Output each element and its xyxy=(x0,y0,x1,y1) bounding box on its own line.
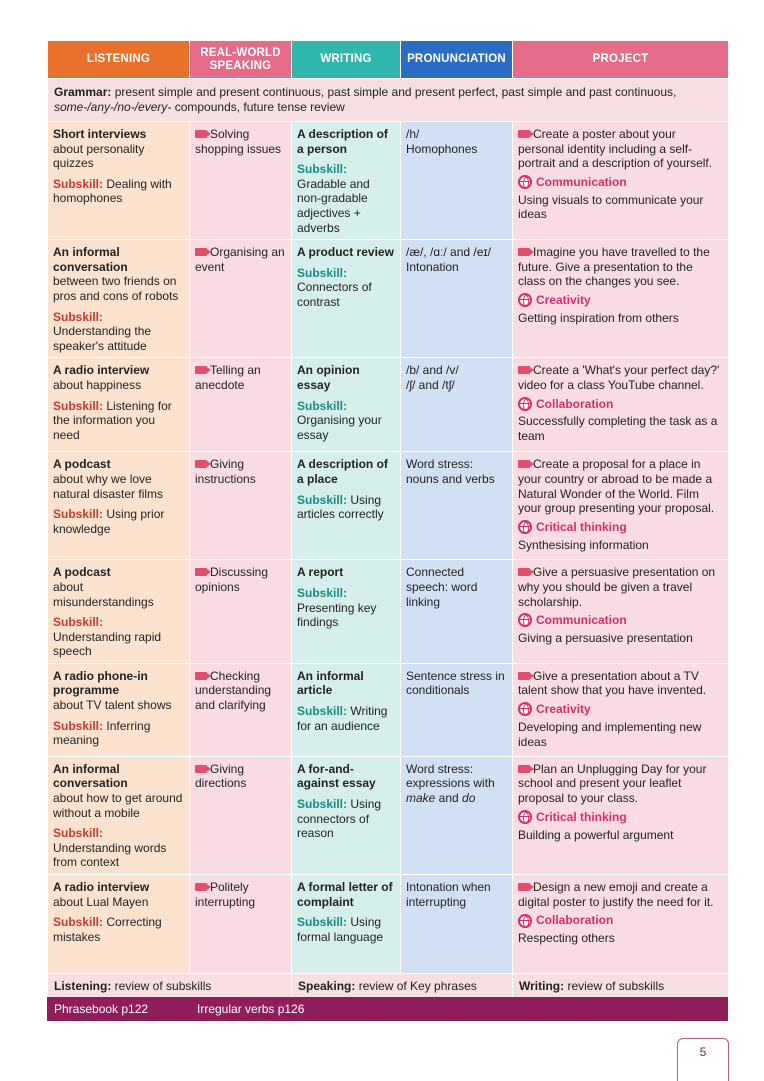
speaking-cell xyxy=(190,875,292,974)
project-task: Design a new emoji and create a digital poster to justify the need for it. xyxy=(518,880,714,909)
listening-cell xyxy=(48,663,190,756)
project-task: Create a poster about your personal identity including a self-portrait and a description of yourself. xyxy=(518,127,713,171)
writing-title: A description of a place xyxy=(297,457,388,486)
speaking-text: Giving instructions xyxy=(195,457,256,486)
subskill-label: Subskill: xyxy=(297,915,348,930)
pronunciation-text: Sentence stress in conditionals xyxy=(406,668,505,698)
writing-title: A report xyxy=(297,565,344,580)
syllabus-table-wrapper xyxy=(47,40,728,1019)
syllabus-row xyxy=(48,560,729,664)
project-goal: Using visuals to communicate your ideas xyxy=(518,192,704,222)
review-listening-label: Listening: xyxy=(54,979,112,994)
header-speaking: REAL-WORLD SPEAKING xyxy=(190,41,292,79)
speaking-cell xyxy=(190,240,292,358)
globe-icon xyxy=(518,810,532,824)
project-skill-label: Creativity xyxy=(536,702,591,717)
speaking-text: Solving shopping issues xyxy=(195,127,282,156)
pronunciation-cell xyxy=(401,875,513,974)
subskill-label: Subskill: xyxy=(297,797,348,812)
listening-desc: about why we love natural disaster films xyxy=(53,471,164,501)
speaking-cell xyxy=(190,663,292,756)
speaking-text: Politely interrupting xyxy=(195,880,256,909)
globe-icon xyxy=(518,914,532,928)
subskill-label: Subskill: xyxy=(53,915,104,930)
subskill-label: Subskill: xyxy=(297,265,348,280)
project-goal: Respecting others xyxy=(518,931,615,946)
project-cell xyxy=(513,875,729,974)
writing-cell xyxy=(292,663,401,756)
listening-desc: between two friends on pros and cons of robots xyxy=(53,274,179,303)
pronunciation-text: Word stress: nouns and verbs xyxy=(406,457,495,486)
project-cell xyxy=(513,358,729,452)
video-camera-icon xyxy=(518,366,530,374)
project-goal: Successfully completing the task as a team xyxy=(518,414,718,443)
globe-icon xyxy=(518,613,532,627)
writing-cell xyxy=(292,560,401,664)
project-skill xyxy=(518,702,591,717)
header-pronunciation: PRONUNCIATION xyxy=(401,41,513,79)
speaking-text: Checking understanding and clarifying xyxy=(195,668,272,713)
speaking-cell xyxy=(190,756,292,874)
listening-subskill: Understanding the speaker's attitude xyxy=(53,324,152,353)
project-task: Create a 'What's your perfect day?' video for a class YouTube channel. xyxy=(518,363,720,392)
grammar-row xyxy=(48,79,729,122)
project-cell xyxy=(513,122,729,240)
listening-cell xyxy=(48,358,190,452)
header-row xyxy=(48,41,729,79)
syllabus-table xyxy=(47,40,729,1019)
subskill-label: Subskill: xyxy=(53,507,104,522)
header-writing: WRITING xyxy=(292,41,401,79)
grammar-text-2: compounds, future tense review xyxy=(171,99,345,114)
irregular-verbs-link[interactable]: Irregular verbs p126 xyxy=(197,1002,305,1016)
project-goal: Building a powerful argument xyxy=(518,827,674,842)
project-skill xyxy=(518,913,613,928)
grammar-cell xyxy=(48,79,729,122)
pronunciation-cell xyxy=(401,122,513,240)
review-listening-text: review of subskills xyxy=(111,979,212,994)
listening-desc: about personality quizzes xyxy=(53,141,145,171)
pronunciation-cell xyxy=(401,452,513,560)
video-camera-icon xyxy=(195,672,207,680)
review-writing-label: Writing: xyxy=(519,979,565,994)
video-camera-icon xyxy=(195,765,207,773)
speaking-text: Organising an event xyxy=(195,245,285,274)
globe-icon xyxy=(518,520,532,534)
writing-title: An informal article xyxy=(297,668,364,698)
project-task: Give a persuasive presentation on why you should be given a travel scholarship. xyxy=(518,565,716,609)
writing-cell xyxy=(292,122,401,240)
page-number: 5 xyxy=(699,1045,707,1059)
globe-icon xyxy=(518,293,532,307)
writing-title: An opinion essay xyxy=(297,363,360,392)
project-task: Give a presentation about a TV talent show that you have invented. xyxy=(518,668,707,698)
listening-cell xyxy=(48,452,190,560)
listening-cell xyxy=(48,240,190,358)
speaking-text: Giving directions xyxy=(195,761,247,791)
speaking-cell xyxy=(190,452,292,560)
subskill-label: Subskill: xyxy=(297,162,348,177)
video-camera-icon xyxy=(195,130,207,138)
subskill-label: Subskill: xyxy=(297,585,348,600)
header-project: PROJECT xyxy=(513,41,729,79)
globe-icon xyxy=(518,175,532,189)
syllabus-row xyxy=(48,875,729,974)
globe-icon xyxy=(518,397,532,411)
syllabus-row xyxy=(48,452,729,560)
listening-title: A podcast xyxy=(53,457,111,472)
pronunciation-text: /b/ and /v/ /ʃ/ and /tʃ/ xyxy=(406,363,459,392)
grammar-text: present simple and present continuous, past simple and present perfect, past simple and past continuous, xyxy=(111,85,677,99)
bottom-bar xyxy=(47,997,728,1021)
project-skill-label: Collaboration xyxy=(536,396,614,411)
video-camera-icon xyxy=(195,568,207,576)
writing-subskill: Using articles correctly xyxy=(297,492,384,522)
project-skill xyxy=(518,613,627,628)
pronunciation-italic: make xyxy=(406,791,436,806)
phrasebook-link[interactable]: Phrasebook p122 xyxy=(54,1002,149,1016)
project-skill-label: Critical thinking xyxy=(536,809,627,824)
writing-cell xyxy=(292,875,401,974)
speaking-text: Telling an anecdote xyxy=(195,363,261,392)
listening-title: An informal conversation xyxy=(53,761,128,791)
listening-title: A radio interview xyxy=(53,363,150,378)
listening-desc: about how to get around without a mobile xyxy=(53,791,183,820)
video-camera-icon xyxy=(195,460,207,468)
video-camera-icon xyxy=(518,672,530,680)
video-camera-icon xyxy=(518,568,530,576)
project-goal: Synthesising information xyxy=(518,537,649,552)
pronunciation-italic-2: do xyxy=(462,791,476,806)
syllabus-row xyxy=(48,122,729,240)
listening-subskill: Inferring meaning xyxy=(53,718,151,748)
subskill-label: Subskill: xyxy=(297,398,348,413)
project-skill xyxy=(518,175,627,190)
listening-title: Short interviews xyxy=(53,127,147,141)
pronunciation-cell xyxy=(401,756,513,874)
listening-cell xyxy=(48,756,190,874)
writing-subskill: Using connectors of reason xyxy=(297,797,382,841)
listening-subskill: Understanding words from context xyxy=(53,840,167,870)
project-skill xyxy=(518,293,591,308)
video-camera-icon xyxy=(518,460,530,468)
project-cell xyxy=(513,756,729,874)
writing-cell xyxy=(292,240,401,358)
project-goal: Developing and implementing new ideas xyxy=(518,719,702,749)
listening-desc: about happiness xyxy=(53,377,142,392)
speaking-cell xyxy=(190,560,292,664)
project-skill-label: Creativity xyxy=(536,292,591,307)
writing-subskill: Organising your essay xyxy=(297,413,382,442)
project-skill xyxy=(518,397,613,412)
project-goal: Getting inspiration from others xyxy=(518,310,679,325)
project-goal: Giving a persuasive presentation xyxy=(518,630,693,645)
pronunciation-and: and xyxy=(435,791,463,806)
syllabus-row xyxy=(48,240,729,358)
speaking-cell xyxy=(190,122,292,240)
pronunciation-text: /h/ Homophones xyxy=(406,127,478,156)
listening-cell xyxy=(48,122,190,240)
project-cell xyxy=(513,240,729,358)
listening-title: A radio interview xyxy=(53,880,150,895)
project-cell xyxy=(513,452,729,560)
subskill-label: Subskill: xyxy=(53,718,104,733)
video-camera-icon xyxy=(195,366,207,374)
listening-title: A radio phone-in programme xyxy=(53,668,148,698)
writing-subskill: Presenting key findings xyxy=(297,600,377,630)
video-camera-icon xyxy=(518,130,530,138)
listening-cell xyxy=(48,560,190,664)
project-skill xyxy=(518,520,627,535)
subskill-label: Subskill: xyxy=(53,309,104,324)
listening-cell xyxy=(48,875,190,974)
video-camera-icon xyxy=(518,765,530,773)
speaking-cell xyxy=(190,358,292,452)
review-speaking-text: review of Key phrases xyxy=(355,979,477,994)
listening-title: An informal conversation xyxy=(53,245,128,274)
grammar-italic: some-/any-/no-/every- xyxy=(54,99,172,114)
project-skill-label: Collaboration xyxy=(536,913,614,928)
syllabus-row xyxy=(48,358,729,452)
project-cell xyxy=(513,560,729,664)
globe-icon xyxy=(518,702,532,716)
writing-subskill: Using formal language xyxy=(297,915,384,944)
project-skill-label: Critical thinking xyxy=(536,519,627,534)
project-cell xyxy=(513,663,729,756)
subskill-label: Subskill: xyxy=(53,176,104,191)
subskill-label: Subskill: xyxy=(297,492,348,507)
writing-subskill: Writing for an audience xyxy=(297,704,388,733)
listening-subskill: Understanding rapid speech xyxy=(53,629,162,659)
syllabus-row xyxy=(48,756,729,874)
project-task: Create a proposal for a place in your country or abroad to be made a Natural Wonder of the World. Film your group presenting your proposal. xyxy=(518,457,715,516)
writing-subskill: Gradable and non-gradable adjectives + adverbs xyxy=(297,176,370,235)
video-camera-icon xyxy=(518,248,530,256)
project-skill xyxy=(518,810,627,825)
pronunciation-cell xyxy=(401,240,513,358)
writing-cell xyxy=(292,756,401,874)
listening-desc: about misunderstandings xyxy=(53,579,154,609)
video-camera-icon xyxy=(195,883,207,891)
writing-title: A description of a person xyxy=(297,127,388,156)
project-task: Plan an Unplugging Day for your school and present your leaflet proposal to your class. xyxy=(518,761,707,806)
subskill-label: Subskill: xyxy=(297,704,348,719)
video-camera-icon xyxy=(195,248,207,256)
listening-subskill: Listening for the information you need xyxy=(53,398,172,442)
video-camera-icon xyxy=(518,883,530,891)
review-speaking-label: Speaking: xyxy=(298,979,356,994)
subskill-label: Subskill: xyxy=(53,826,104,841)
listening-subskill: Correcting mistakes xyxy=(53,915,162,944)
pronunciation-cell xyxy=(401,560,513,664)
writing-subskill: Connectors of contrast xyxy=(297,280,372,309)
writing-cell xyxy=(292,358,401,452)
subskill-label: Subskill: xyxy=(53,615,104,630)
pronunciation-text: /æ/, /ɑː/ and /eɪ/ Intonation xyxy=(406,245,491,274)
syllabus-row xyxy=(48,663,729,756)
pronunciation-text: Intonation when interrupting xyxy=(406,880,491,909)
listening-subskill: Using prior knowledge xyxy=(53,507,165,536)
project-task: Imagine you have travelled to the future. Give a presentation to the class on the changes you see. xyxy=(518,245,710,289)
listening-desc: about Lual Mayen xyxy=(53,894,149,909)
page-number-tab xyxy=(677,1038,729,1081)
project-skill-label: Communication xyxy=(536,613,627,628)
listening-subskill: Dealing with homophones xyxy=(53,176,172,206)
speaking-text: Discussing opinions xyxy=(195,565,269,594)
listening-title: A podcast xyxy=(53,565,111,580)
project-skill-label: Communication xyxy=(536,174,627,189)
pronunciation-text: Connected speech: word linking xyxy=(406,565,478,609)
writing-cell xyxy=(292,452,401,560)
writing-title: A for-and-against essay xyxy=(297,761,376,791)
review-writing-text: review of subskills xyxy=(564,979,665,994)
pronunciation-cell xyxy=(401,663,513,756)
subskill-label: Subskill: xyxy=(53,398,104,413)
writing-title: A product review xyxy=(297,245,394,260)
pronunciation-cell xyxy=(401,358,513,452)
header-listening: LISTENING xyxy=(48,41,190,79)
grammar-label: Grammar: xyxy=(54,85,112,99)
pronunciation-text: Word stress: expressions with xyxy=(406,761,495,791)
writing-title: A formal letter of complaint xyxy=(297,880,393,909)
listening-desc: about TV talent shows xyxy=(53,698,172,713)
